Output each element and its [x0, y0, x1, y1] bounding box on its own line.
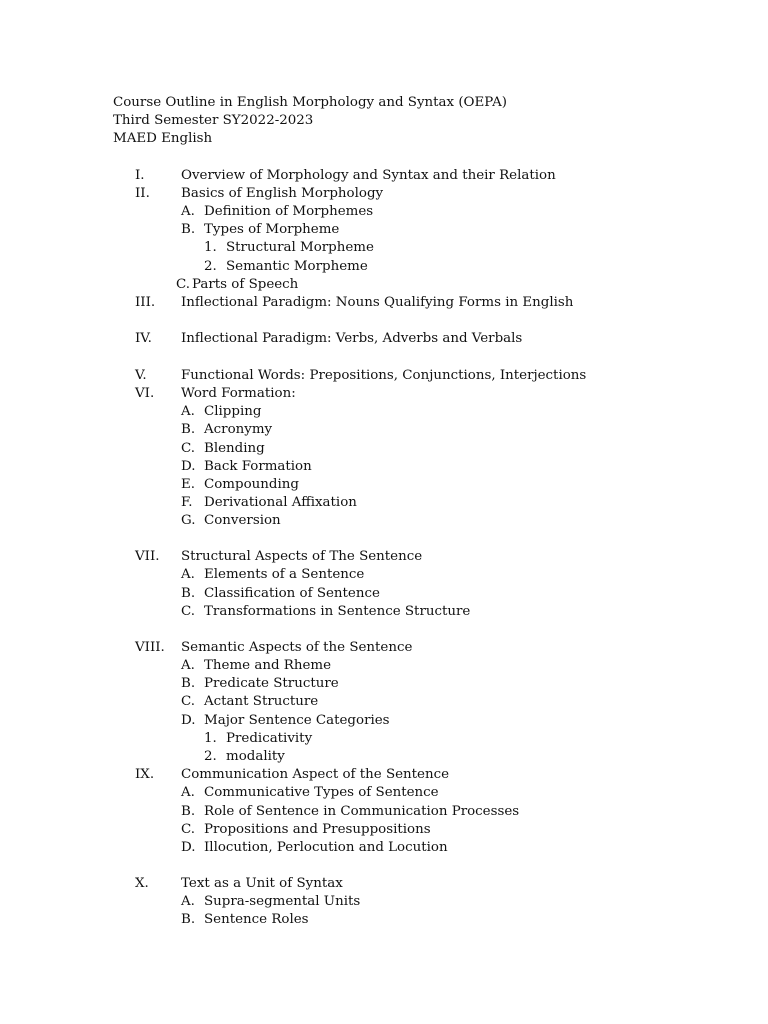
outline-section-title: Functional Words: Prepositions, Conjunctions, Interjections: [181, 368, 587, 383]
outline-subitem: Compounding: [204, 477, 299, 492]
outline-subsubitem: Semantic Morpheme: [226, 259, 368, 274]
outline-subitem: Illocution, Perlocution and Locution: [204, 840, 448, 855]
outline-section-title: Inflectional Paradigm: Verbs, Adverbs and Verbals: [181, 331, 523, 346]
outline-marker: A.: [181, 567, 195, 582]
outline-numeral: IV.: [135, 331, 152, 346]
outline-marker: 1.: [204, 240, 217, 255]
outline-numeral: X.: [135, 876, 149, 891]
outline-marker: C.: [176, 277, 191, 292]
outline-numeral: VIII.: [135, 640, 165, 655]
outline-marker: D.: [181, 713, 196, 728]
outline-subitem: Back Formation: [204, 459, 312, 474]
outline-subitem: Role of Sentence in Communication Processes: [204, 804, 520, 819]
course-title: Course Outline in English Morphology and Syntax (OEPA): [113, 95, 507, 110]
outline-subitem: Blending: [204, 441, 265, 456]
outline-subitem: Sentence Roles: [204, 912, 309, 927]
outline-section-title: Structural Aspects of The Sentence: [181, 549, 423, 564]
outline-marker: A.: [181, 658, 195, 673]
outline-marker: B.: [181, 804, 196, 819]
outline-marker: C.: [181, 694, 196, 709]
outline-numeral: VII.: [135, 549, 160, 564]
outline-numeral: I.: [135, 168, 145, 183]
outline-section-title: Communication Aspect of the Sentence: [181, 767, 450, 782]
outline-marker: C.: [181, 441, 196, 456]
outline-marker: B.: [181, 422, 196, 437]
semester-line: Third Semester SY2022-2023: [113, 113, 314, 128]
outline-subsubitem: Structural Morpheme: [226, 240, 374, 255]
outline-section-title: Overview of Morphology and Syntax and their Relation: [181, 168, 556, 183]
outline-subitem: Clipping: [204, 404, 262, 419]
outline-marker: 2.: [204, 749, 217, 764]
outline-numeral: IX.: [135, 767, 155, 782]
outline-marker: A.: [181, 404, 195, 419]
outline-subitem: Types of Morpheme: [204, 222, 340, 237]
outline-marker: A.: [181, 204, 195, 219]
outline-subitem: Derivational Affixation: [204, 495, 357, 510]
outline-subitem: Supra-segmental Units: [204, 894, 361, 909]
outline-marker: F.: [181, 495, 193, 510]
outline-section-title: Semantic Aspects of the Sentence: [181, 640, 413, 655]
outline-subitem: Predicate Structure: [204, 676, 339, 691]
outline-subitem: Propositions and Presuppositions: [204, 822, 431, 837]
outline-section-title: Word Formation:: [181, 386, 296, 401]
outline-subsubitem: Predicativity: [226, 731, 313, 746]
outline-marker: A.: [181, 894, 195, 909]
outline-subitem: Theme and Rheme: [204, 658, 332, 673]
outline-section-title: Inflectional Paradigm: Nouns Qualifying Forms in English: [181, 295, 574, 310]
outline-numeral: III.: [135, 295, 156, 310]
outline-subitem: Major Sentence Categories: [204, 713, 390, 728]
outline-numeral: VI.: [135, 386, 155, 401]
outline-subitem: Classification of Sentence: [204, 586, 380, 601]
outline-marker: B.: [181, 676, 196, 691]
outline-marker: 2.: [204, 259, 217, 274]
outline-subitem: Conversion: [204, 513, 281, 528]
outline-marker: C.: [181, 604, 196, 619]
outline-section-title: Basics of English Morphology: [181, 186, 384, 201]
outline-subitem: Definition of Morphemes: [204, 204, 374, 219]
outline-marker: D.: [181, 459, 196, 474]
outline-subitem: Transformations in Sentence Structure: [204, 604, 471, 619]
outline-marker: B.: [181, 222, 196, 237]
program-line: MAED English: [113, 131, 213, 146]
outline-section-title: Text as a Unit of Syntax: [181, 876, 343, 891]
outline-numeral: II.: [135, 186, 150, 201]
outline-subsubitem: modality: [226, 749, 285, 764]
outline-subitem: Actant Structure: [204, 694, 319, 709]
outline-marker: A.: [181, 785, 195, 800]
outline-marker: B.: [181, 912, 196, 927]
outline-subitem: Elements of a Sentence: [204, 567, 365, 582]
outline-marker: G.: [181, 513, 196, 528]
outline-marker: C.: [181, 822, 196, 837]
outline-subitem: Parts of Speech: [192, 277, 299, 292]
outline-marker: D.: [181, 840, 196, 855]
outline-numeral: V.: [135, 368, 147, 383]
outline-subitem: Communicative Types of Sentence: [204, 785, 439, 800]
outline-marker: E.: [181, 477, 196, 492]
outline-marker: 1.: [204, 731, 217, 746]
outline-marker: B.: [181, 586, 196, 601]
outline-subitem: Acronymy: [204, 422, 273, 437]
